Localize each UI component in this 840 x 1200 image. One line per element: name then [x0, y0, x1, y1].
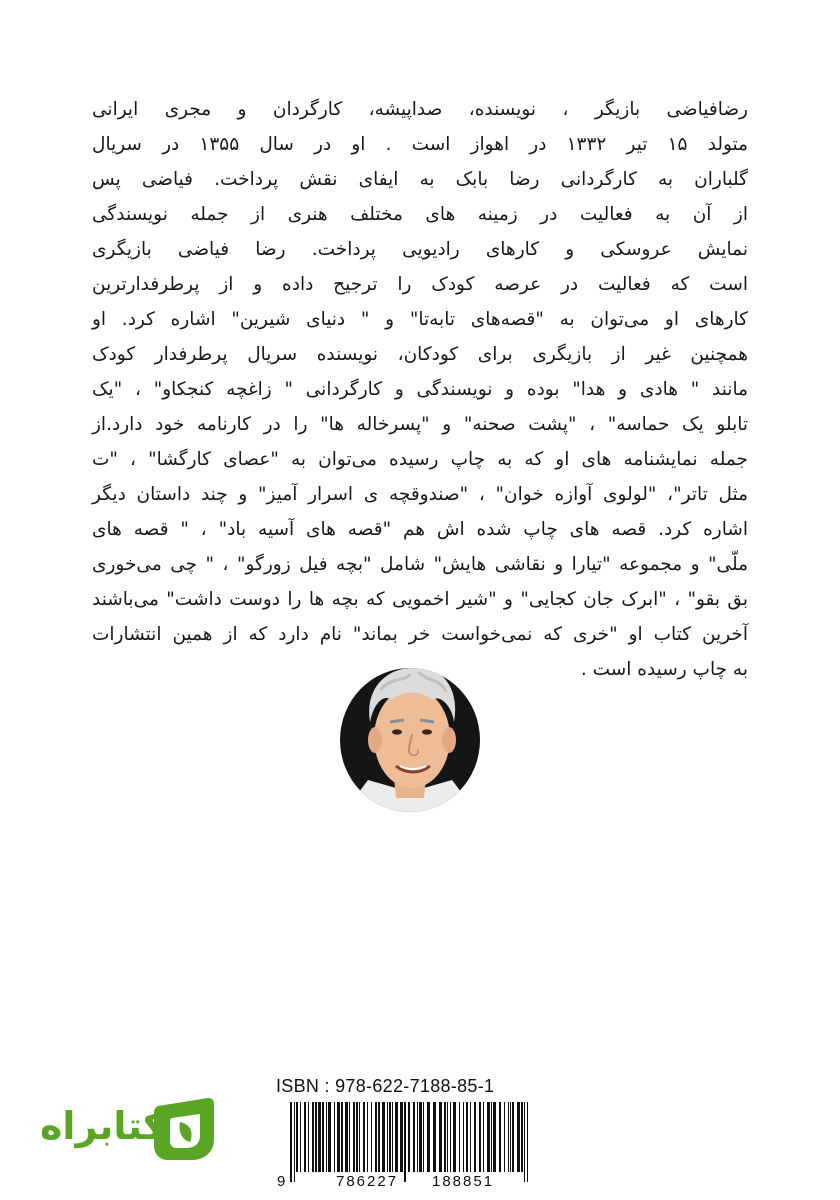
barcode-bar — [308, 1102, 309, 1172]
barcode-bar — [483, 1102, 484, 1172]
barcode-bar — [382, 1102, 385, 1172]
barcode-bar — [296, 1102, 298, 1172]
barcode-bar — [290, 1102, 292, 1182]
barcode-group-1: 786227 — [336, 1173, 399, 1190]
barcode-bar — [463, 1102, 464, 1172]
bio-line-16: آخرین کتاب او "خری که نمی‌خواست خر بماند" نام دارد که از همین انتشارات — [92, 624, 748, 645]
barcode-bar — [510, 1102, 511, 1172]
bio-line-6: است که فعالیت در عرصه کودک را ترجیح داده و از پرطرفدارترین — [92, 274, 748, 295]
barcode-bar — [447, 1102, 448, 1172]
barcode-bar — [328, 1102, 331, 1172]
barcode-bar — [433, 1102, 436, 1172]
author-biography — [92, 92, 748, 687]
barcode-bar — [378, 1102, 380, 1172]
bio-line-9: مانند " هادی و هدا" بوده و نویسندگی و کارگردانی " زاغچه کنجکاو" ، "یک — [92, 379, 748, 400]
bio-line-5: نمایش عروسکی و کارهای رادیویی پرداخت. رضا فیاضی بازیگری — [92, 239, 748, 260]
barcode-bar — [474, 1102, 476, 1172]
bio-line-2: متولد ۱۵ تیر ۱۳۳۲ در اهواز است . او در سال ۱۳۵۵ در سریال — [92, 134, 749, 155]
barcode-bar — [318, 1102, 321, 1172]
barcode-bar — [395, 1102, 398, 1172]
bio-line-13: اشاره کرد. قصه های چاپ شده اش هم "قصه های آسیه باد" ، " قصه های — [92, 519, 748, 540]
barcode-bar — [453, 1102, 456, 1172]
barcode-bar — [341, 1102, 343, 1172]
barcode-bar — [408, 1102, 410, 1172]
barcode-bar — [304, 1102, 306, 1172]
bio-line-12: مثل تاتر"، "لولوی آوازه خوان" ، "صندوقچه ی اسرار آمیز" و چند داستان دیگر — [92, 484, 748, 505]
barcode-bar — [334, 1102, 335, 1172]
bio-line-14: ملّی" و مجموعه "تیارا و نقاشی هایش" شامل "بچه فیل زورگو" ، " چی می‌خوری — [92, 554, 748, 575]
bio-line-7: کارهای او می‌توان به "قصه‌های تابه‌تا" و " دنیای شیرین" اشاره کرد. او — [92, 309, 748, 330]
barcode-bar — [356, 1102, 358, 1172]
barcode-bar — [345, 1102, 348, 1172]
barcode-bar — [326, 1102, 327, 1172]
barcode-bar — [512, 1102, 514, 1172]
barcode-bar — [508, 1102, 509, 1172]
barcode-bar — [413, 1102, 415, 1172]
barcode-bar — [439, 1102, 442, 1172]
barcode-bar — [404, 1102, 406, 1182]
barcode-bar — [459, 1102, 460, 1172]
barcode-bar — [375, 1102, 377, 1172]
barcode-bar — [353, 1102, 355, 1172]
bio-line-8: همچنین غیر از بازیگری برای کودکان، نویسنده سریال پرطرفدار کودک — [92, 344, 748, 365]
barcode-bar — [427, 1102, 430, 1172]
barcode-bar — [371, 1102, 372, 1172]
barcode-bar — [417, 1102, 418, 1172]
barcode-bar — [487, 1102, 490, 1172]
barcode-bar — [312, 1102, 314, 1172]
barcode-bar — [387, 1102, 388, 1172]
barcode-bar — [444, 1102, 446, 1172]
barcode-bar — [504, 1102, 505, 1172]
barcode-bar — [466, 1102, 468, 1172]
bio-line-4: از آن به فعالیت در زمینه های مختلف هنری از جمله نویسندگی — [92, 204, 748, 225]
barcode-bar — [392, 1102, 393, 1172]
barcode-bar — [527, 1102, 528, 1182]
bio-line-11: جمله نمایشنامه های او که به چاپ رسیده می‌توان به "عصای کارگشا" ، "ت — [92, 449, 748, 470]
barcode-bar — [470, 1102, 471, 1172]
barcode-bar — [423, 1102, 424, 1172]
barcode-bar — [367, 1102, 368, 1172]
barcode-bar — [479, 1102, 481, 1172]
logo-text: کتابراه — [40, 1104, 166, 1148]
barcode-bar — [359, 1102, 360, 1172]
barcode-bar — [363, 1102, 365, 1172]
bio-line-3: گلباران به کارگردانی رضا بابک به ایفای نقش پرداخت. فیاضی پس — [92, 169, 748, 190]
barcode-bar — [491, 1102, 492, 1172]
barcode-bar — [294, 1102, 295, 1182]
author-portrait — [340, 660, 480, 812]
barcode-bar — [517, 1102, 520, 1172]
barcode-prefix: 9 — [277, 1173, 286, 1190]
barcode-bar — [349, 1102, 350, 1172]
barcode-bar — [300, 1102, 301, 1172]
isbn-label: ISBN : 978-622-7188-85-1 — [276, 1076, 495, 1096]
barcode — [274, 1100, 536, 1190]
barcode-bar — [322, 1102, 324, 1172]
barcode-bar — [419, 1102, 422, 1172]
bio-line-10: تابلو یک حماسه" ، "پشت صحنه" و "پسرخاله ها" را در کارنامه خود دارد.از — [92, 414, 748, 435]
barcode-bar — [493, 1102, 496, 1172]
barcode-bar — [389, 1102, 391, 1172]
bio-line-15: بق بقو" ، "ابرک جان کجایی" و "شیر اخمویی که بچه ها را دوست داشت" می‌باشند — [92, 589, 748, 610]
barcode-bar — [337, 1102, 340, 1172]
barcode-bar — [315, 1102, 317, 1172]
barcode-bar — [450, 1102, 451, 1172]
bio-line-17: به چاپ رسیده است . — [580, 659, 748, 680]
barcode-group-2: 188851 — [432, 1173, 495, 1190]
barcode-bar — [400, 1102, 403, 1172]
barcode-bar — [524, 1102, 525, 1182]
bio-line-1: رضافیاضی بازیگر ، نویسنده، صداپیشه، کارگردان و مجری ایرانی — [92, 99, 748, 120]
barcode-bar — [499, 1102, 501, 1172]
barcode-bar — [521, 1102, 523, 1172]
